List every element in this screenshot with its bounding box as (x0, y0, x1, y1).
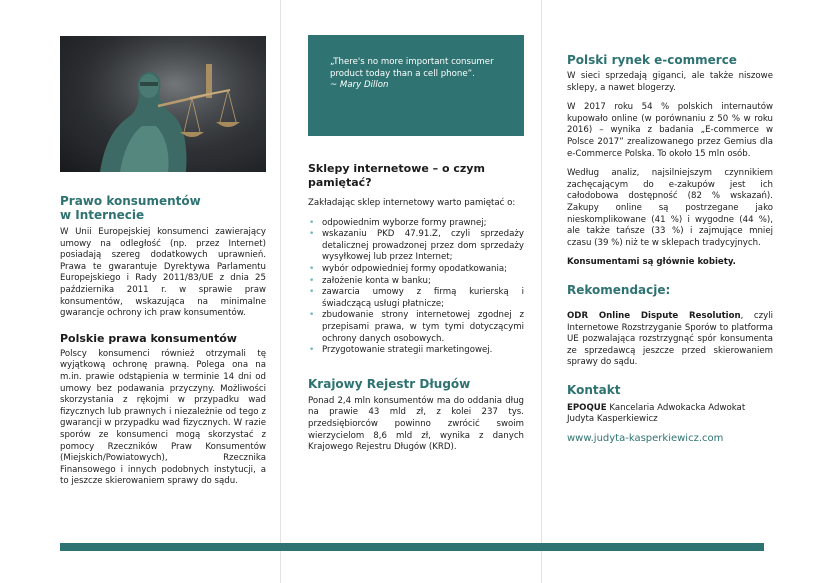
ecommerce-p2: W 2017 roku 54 % polskich internautów kupowało online (w porównaniu z 50 % w roku 2016) – wynika z badania „E-commerce w Polsce 2017” zrealizowanego przez Gemius dla e-Commerce Polska. To około 15 mln osób. (567, 102, 773, 159)
online-shops-intro: Zakładając sklep internetowy warto pamiętać o: (308, 198, 516, 208)
fold-line-left (280, 0, 281, 583)
list-item: • założenie konta w banku; (308, 276, 524, 288)
list-item: • zbudowanie strony internetowej zgodnej z przepisami prawa, w tym tymi dotyczącymi ochrony danych osobowych. (308, 310, 524, 345)
scales-of-justice-icon (60, 36, 266, 172)
odr-name: ODR Online Dispute Resolution (567, 310, 741, 321)
list-item: • zawarcia umowy z firmą kurierską i świadczącą usługi płatnicze; (308, 287, 524, 310)
column-middle (308, 162, 524, 454)
list-item: • wybór odpowiedniej formy opodatkowania; (308, 264, 524, 276)
fold-line-right (541, 0, 542, 583)
section-title-ecommerce: Polski rynek e-commerce (567, 53, 737, 67)
column-right (567, 53, 773, 445)
ecommerce-p4: Konsumentami są głównie kobiety. (567, 257, 736, 268)
debt-register-text: Ponad 2,4 mln konsumentów ma do oddania dług na prawie 43 mld zł, z kolei 237 tys. przedsiębiorców powinno zwrócić swoim wierzycielom 8,6 mld zł, wynika z danych Krajowego Rejestru Długów (KRD). (308, 395, 524, 453)
list-item: • Przygotowanie strategii marketingowej. (308, 345, 524, 357)
quote-box (308, 35, 524, 136)
website-link[interactable]: www.judyta-kasperkiewicz.com (567, 433, 724, 445)
quote-text: „There's no more important consumer product today than a cell phone”. (330, 57, 494, 79)
list-item: • wskazaniu PKD 47.91.Z, czyli sprzedaży detalicznej prowadzonej przez dom sprzedaży wysyłkowej lub przez Internet; (308, 229, 524, 264)
recommendations-text: ODR Online Dispute Resolution, czyli Internetowe Rozstrzyganie Sporów to platforma UE pozwalająca rozstrzygnąć spór konsumenta ze sprzedawcą jeszcze przed skierowaniem sprawy do sądu. (567, 310, 773, 368)
polish-rights-text: Polscy konsumenci również otrzymali tę wyjątkową ochronę prawną. Polega ona na m.in. prawie odstąpienia w terminie 14 dni od umowy bez podawania przyczyny. Możliwości skorzystania z rękojmi w przypadku wad fizycznych lub prawnych i niezależnie od tego z gwarancji w przypadku wad fizycznych. W razie sporów ze konsumenci mogą skorzystać z pomocy Rzeczników Praw Konsumentów (Miejskich/Powiatowych), Rzecznika Finansowego i innych podobnych instytucji, a to jeszcze skierowaniem sprawy do sądu. (60, 348, 266, 487)
consumer-law-text: W Unii Europejskiej konsumenci zawierający umowy na odległość (np. przez Internet) posiadają szereg dodatkowych uprawnień. Prawa te gwarantuje Dyrektywa Parlamentu Europejskiego i Rady 2011/83/UE z dnia 25 października 2011 r. w sprawie praw konsumentów, wskazująca na minimalne gwarancje ochrony ich praw konsumentów. (60, 227, 266, 319)
section-title-online-shops: Sklepy internetowe – o czym pamiętać? (308, 162, 485, 189)
section-title-recommendations: Rekomendacje: (567, 282, 671, 297)
quote-author: ~ Mary Dillon (330, 80, 389, 91)
section-title-contact: Kontakt (567, 382, 621, 397)
ecommerce-p3: Według analiz, najsilniejszym czynnikiem zachęcającym do e-zakupów jest ich całodobowa dostępność (82 % wskazań). Zakupy online są postrzegane jako nieskomplikowane (41 %) i wygodne (44 %), ale także tańsze (33 %) i zajmujące mniej czasu (39 %) niż te w sklepach tradycyjnych. (567, 168, 773, 248)
section-title-debt-register: Krajowy Rejestr Długów (308, 376, 471, 391)
ecommerce-p1: W sieci sprzedają giganci, ale także niszowe sklepy, a nawet blogerzy. (567, 71, 773, 93)
section-title-consumer-law: Prawo konsumentów w Internecie (60, 194, 201, 222)
list-item: • odpowiednim wyborze formy prawnej; (308, 218, 524, 230)
section-title-polish-rights: Polskie prawa konsumentów (60, 331, 237, 345)
footer-bar (60, 543, 764, 551)
contact-text: EPOQUE Kancelaria Adwokacka Adwokat Judyta Kasperkiewicz (567, 402, 746, 425)
justice-statue-image (60, 36, 266, 172)
online-shops-list (308, 218, 524, 357)
column-left (60, 194, 266, 488)
firm-name: EPOQUE (567, 402, 607, 413)
